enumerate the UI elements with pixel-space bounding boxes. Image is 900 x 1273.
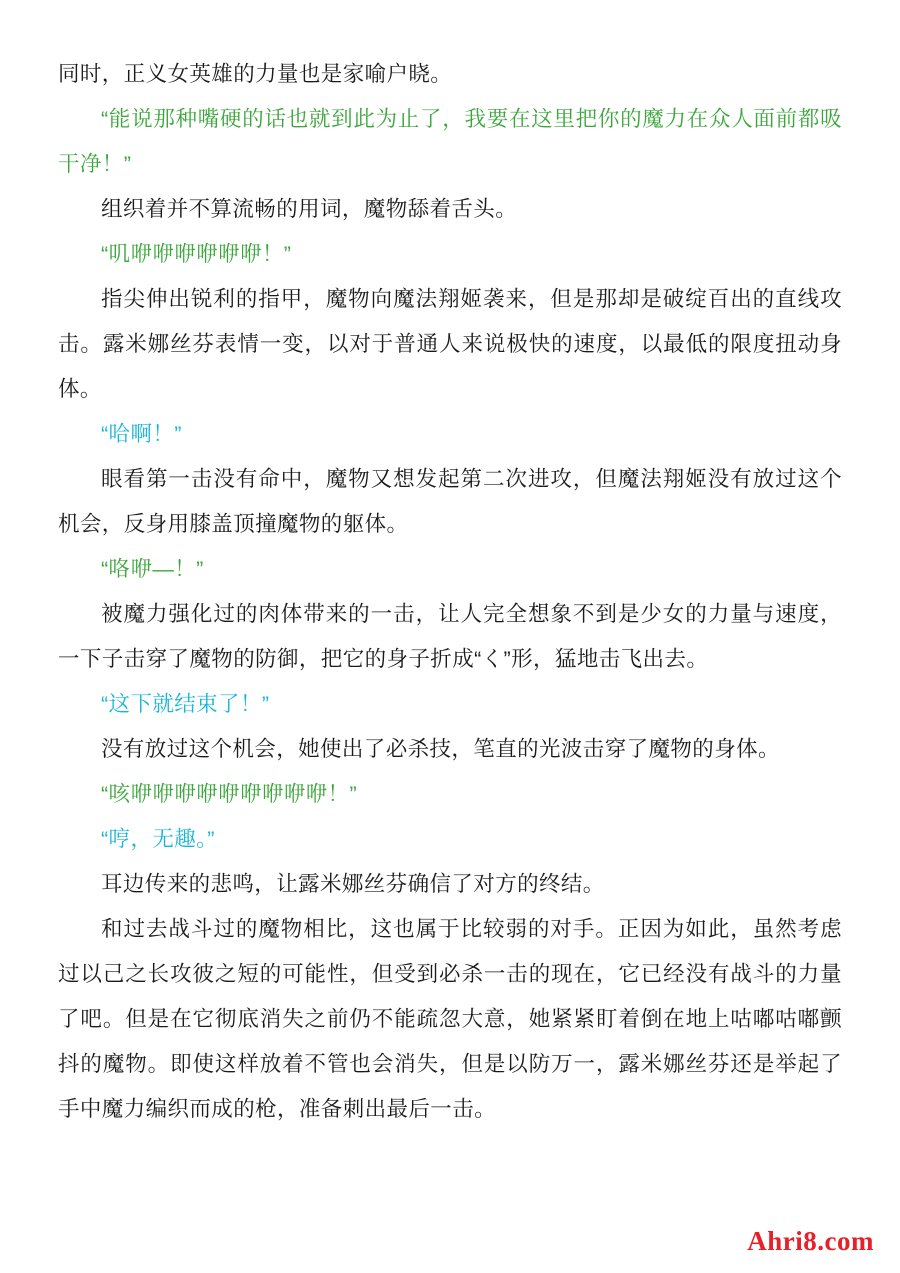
paragraph: 指尖伸出锐利的指甲，魔物向魔法翔姬袭来，但是那却是破绽百出的直线攻击。露米娜丝芬表情一变，以对于普通人来说极快的速度，以最低的限度扭动身体。 xyxy=(58,287,842,401)
paragraph: “咳咿咿咿咿咿咿咿咿咿！” xyxy=(101,782,358,806)
paragraph: 眼看第一击没有命中，魔物又想发起第二次进攻，但魔法翔姬没有放过这个机会，反身用膝盖顶撞魔物的躯体。 xyxy=(58,467,842,536)
paragraph: 没有放过这个机会，她使出了必杀技，笔直的光波击穿了魔物的身体。 xyxy=(101,737,780,761)
site-watermark: Ahri8.com xyxy=(747,1226,874,1256)
paragraph: “哈啊！” xyxy=(101,422,182,446)
paragraph: 被魔力强化过的肉体带来的一击，让人完全想象不到是少女的力量与速度，一下子击穿了魔物的防御，把它的身子折成“く”形，猛地击飞出去。 xyxy=(58,602,842,671)
paragraph: 耳边传来的悲鸣，让露米娜丝芬确信了对方的终结。 xyxy=(101,872,605,896)
paragraph: “哼，无趣。” xyxy=(101,827,215,851)
paragraph: “这下就结束了！” xyxy=(101,692,270,716)
paragraph: 组织着并不算流畅的用词，魔物舔着舌头。 xyxy=(101,197,518,221)
paragraph: “叽咿咿咿咿咿咿！” xyxy=(101,242,292,266)
paragraph: 和过去战斗过的魔物相比，这也属于比较弱的对手。正因为如此，虽然考虑过以己之长攻彼之短的可能性，但受到必杀一击的现在，它已经没有战斗的力量了吧。但是在它彻底消失之前仍不能疏忽大意，她紧紧盯着倒在地上咕嘟咕嘟颤抖的魔物。即使这样放着不管也会消失，但是以防万一，露米娜丝芬还是举起了手中魔力编织而成的枪，准备刺出最后一击。 xyxy=(58,917,842,1121)
paragraph: “咯咿—！” xyxy=(101,557,204,581)
paragraph: 同时，正义女英雄的力量也是家喻户晓。 xyxy=(58,62,453,86)
paragraph: “能说那种嘴硬的话也就到此为止了，我要在这里把你的魔力在众人面前都吸干净！” xyxy=(58,107,842,176)
document-body xyxy=(58,52,842,1132)
